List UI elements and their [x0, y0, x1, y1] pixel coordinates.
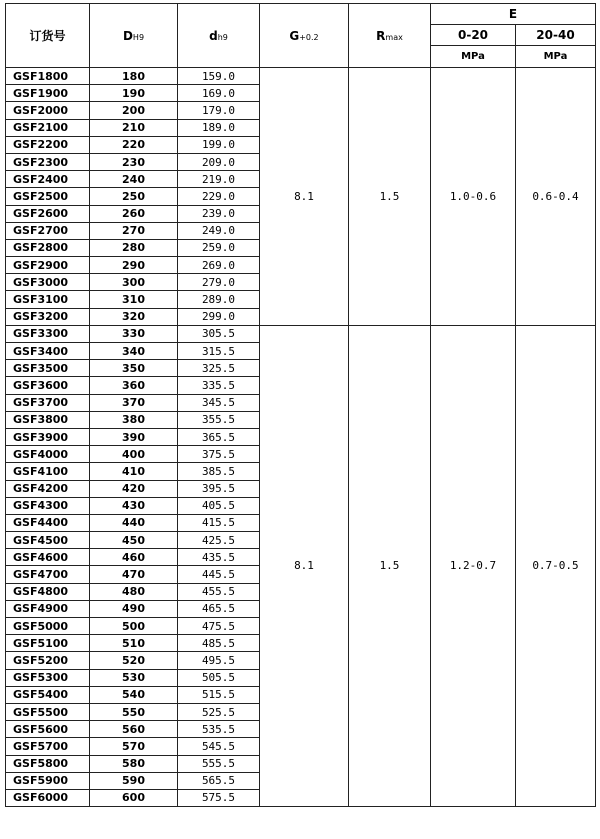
- order-number-cell: GSF5700: [6, 738, 90, 755]
- order-number-cell: GSF1900: [6, 85, 90, 102]
- inner-diameter-cell: 535.5: [178, 721, 260, 738]
- radius-header: Rmax: [349, 4, 431, 68]
- inner-diameter-cell: 189.0: [178, 119, 260, 136]
- inner-diameter-cell: 525.5: [178, 703, 260, 720]
- order-number-header: 订货号: [6, 4, 90, 68]
- outer-diameter-cell: 240: [90, 171, 178, 188]
- order-number-cell: GSF3100: [6, 291, 90, 308]
- order-number-cell: GSF4000: [6, 446, 90, 463]
- inner-diameter-cell: 259.0: [178, 239, 260, 256]
- order-number-cell: GSF5900: [6, 772, 90, 789]
- inner-diameter-cell: 289.0: [178, 291, 260, 308]
- inner-diameter-cell: 159.0: [178, 68, 260, 85]
- outer-diameter-cell: 320: [90, 308, 178, 325]
- order-number-cell: GSF5200: [6, 652, 90, 669]
- outer-diameter-cell: 470: [90, 566, 178, 583]
- outer-diameter-cell: 540: [90, 686, 178, 703]
- outer-diameter-cell: 560: [90, 721, 178, 738]
- e-low-cell: 1.2-0.7: [431, 325, 516, 806]
- outer-diameter-cell: 360: [90, 377, 178, 394]
- inner-diameter-cell: 565.5: [178, 772, 260, 789]
- outer-diameter-cell: 460: [90, 549, 178, 566]
- order-number-cell: GSF5600: [6, 721, 90, 738]
- inner-diameter-cell: 209.0: [178, 153, 260, 170]
- outer-diameter-cell: 390: [90, 428, 178, 445]
- order-number-cell: GSF1800: [6, 68, 90, 85]
- order-number-cell: GSF5000: [6, 618, 90, 635]
- inner-diameter-cell: 249.0: [178, 222, 260, 239]
- order-number-cell: GSF2000: [6, 102, 90, 119]
- inner-diameter-cell: 545.5: [178, 738, 260, 755]
- e-unit-high-header: MPa: [516, 46, 596, 68]
- order-number-cell: GSF4400: [6, 514, 90, 531]
- outer-diameter-cell: 310: [90, 291, 178, 308]
- inner-diameter-cell: 505.5: [178, 669, 260, 686]
- outer-diameter-cell: 200: [90, 102, 178, 119]
- outer-diameter-cell: 490: [90, 600, 178, 617]
- radius-cell: 1.5: [349, 325, 431, 806]
- order-number-cell: GSF3300: [6, 325, 90, 342]
- order-number-cell: GSF2700: [6, 222, 90, 239]
- order-number-cell: GSF3600: [6, 377, 90, 394]
- order-number-cell: GSF2300: [6, 153, 90, 170]
- order-number-cell: GSF2500: [6, 188, 90, 205]
- inner-diameter-cell: 269.0: [178, 257, 260, 274]
- groove-width-header: G+0.2: [260, 4, 349, 68]
- inner-diameter-cell: 315.5: [178, 343, 260, 360]
- outer-diameter-cell: 450: [90, 532, 178, 549]
- order-number-cell: GSF3800: [6, 411, 90, 428]
- outer-diameter-cell: 220: [90, 136, 178, 153]
- inner-diameter-cell: 455.5: [178, 583, 260, 600]
- order-number-cell: GSF3900: [6, 428, 90, 445]
- outer-diameter-cell: 580: [90, 755, 178, 772]
- outer-diameter-cell: 340: [90, 343, 178, 360]
- outer-diameter-cell: 270: [90, 222, 178, 239]
- order-number-cell: GSF3400: [6, 343, 90, 360]
- outer-diameter-cell: 350: [90, 360, 178, 377]
- outer-diameter-cell: 400: [90, 446, 178, 463]
- table-body: [6, 68, 596, 807]
- inner-diameter-header: dh9: [178, 4, 260, 68]
- inner-diameter-cell: 335.5: [178, 377, 260, 394]
- order-number-cell: GSF5800: [6, 755, 90, 772]
- outer-diameter-cell: 430: [90, 497, 178, 514]
- outer-diameter-cell: 380: [90, 411, 178, 428]
- e-group-header: E: [431, 4, 596, 25]
- inner-diameter-cell: 575.5: [178, 789, 260, 806]
- inner-diameter-cell: 229.0: [178, 188, 260, 205]
- outer-diameter-cell: 330: [90, 325, 178, 342]
- outer-diameter-cell: 480: [90, 583, 178, 600]
- outer-diameter-cell: 590: [90, 772, 178, 789]
- outer-diameter-cell: 600: [90, 789, 178, 806]
- groove-width-cell: 8.1: [260, 325, 349, 806]
- inner-diameter-cell: 395.5: [178, 480, 260, 497]
- order-number-cell: GSF2400: [6, 171, 90, 188]
- e-unit-low-header: MPa: [431, 46, 516, 68]
- inner-diameter-cell: 299.0: [178, 308, 260, 325]
- outer-diameter-cell: 230: [90, 153, 178, 170]
- inner-diameter-cell: 305.5: [178, 325, 260, 342]
- order-number-cell: GSF3700: [6, 394, 90, 411]
- order-number-cell: GSF4100: [6, 463, 90, 480]
- header-row-top: [6, 4, 596, 25]
- outer-diameter-cell: 520: [90, 652, 178, 669]
- inner-diameter-cell: 199.0: [178, 136, 260, 153]
- inner-diameter-cell: 495.5: [178, 652, 260, 669]
- spec-table: [5, 3, 596, 807]
- order-number-cell: GSF2600: [6, 205, 90, 222]
- inner-diameter-cell: 219.0: [178, 171, 260, 188]
- order-number-cell: GSF2800: [6, 239, 90, 256]
- e-high-cell: 0.6-0.4: [516, 68, 596, 326]
- outer-diameter-cell: 190: [90, 85, 178, 102]
- inner-diameter-cell: 555.5: [178, 755, 260, 772]
- inner-diameter-cell: 405.5: [178, 497, 260, 514]
- outer-diameter-cell: 180: [90, 68, 178, 85]
- groove-width-cell: 8.1: [260, 68, 349, 326]
- e-low-cell: 1.0-0.6: [431, 68, 516, 326]
- order-number-cell: GSF4500: [6, 532, 90, 549]
- inner-diameter-cell: 179.0: [178, 102, 260, 119]
- e-high-cell: 0.7-0.5: [516, 325, 596, 806]
- outer-diameter-cell: 420: [90, 480, 178, 497]
- order-number-cell: GSF4900: [6, 600, 90, 617]
- order-number-cell: GSF4200: [6, 480, 90, 497]
- e-range-low-header: 0-20: [431, 25, 516, 46]
- order-number-cell: GSF5500: [6, 703, 90, 720]
- outer-diameter-cell: 250: [90, 188, 178, 205]
- order-number-cell: GSF4800: [6, 583, 90, 600]
- order-number-cell: GSF3200: [6, 308, 90, 325]
- order-number-cell: GSF2200: [6, 136, 90, 153]
- order-number-cell: GSF5400: [6, 686, 90, 703]
- inner-diameter-cell: 425.5: [178, 532, 260, 549]
- inner-diameter-cell: 475.5: [178, 618, 260, 635]
- outer-diameter-cell: 570: [90, 738, 178, 755]
- order-number-cell: GSF5300: [6, 669, 90, 686]
- order-number-cell: GSF4600: [6, 549, 90, 566]
- inner-diameter-cell: 239.0: [178, 205, 260, 222]
- order-number-cell: GSF3500: [6, 360, 90, 377]
- inner-diameter-cell: 515.5: [178, 686, 260, 703]
- outer-diameter-cell: 260: [90, 205, 178, 222]
- order-number-cell: GSF3000: [6, 274, 90, 291]
- inner-diameter-cell: 169.0: [178, 85, 260, 102]
- inner-diameter-cell: 365.5: [178, 428, 260, 445]
- inner-diameter-cell: 355.5: [178, 411, 260, 428]
- e-range-high-header: 20-40: [516, 25, 596, 46]
- outer-diameter-cell: 410: [90, 463, 178, 480]
- outer-diameter-cell: 210: [90, 119, 178, 136]
- outer-diameter-cell: 280: [90, 239, 178, 256]
- outer-diameter-cell: 370: [90, 394, 178, 411]
- inner-diameter-cell: 485.5: [178, 635, 260, 652]
- outer-diameter-cell: 530: [90, 669, 178, 686]
- order-number-cell: GSF4300: [6, 497, 90, 514]
- order-number-cell: GSF2900: [6, 257, 90, 274]
- order-number-cell: GSF6000: [6, 789, 90, 806]
- order-number-cell: GSF4700: [6, 566, 90, 583]
- table-row: [6, 325, 596, 342]
- inner-diameter-cell: 435.5: [178, 549, 260, 566]
- outer-diameter-cell: 510: [90, 635, 178, 652]
- order-number-cell: GSF2100: [6, 119, 90, 136]
- order-number-cell: GSF5100: [6, 635, 90, 652]
- outer-diameter-header: DH9: [90, 4, 178, 68]
- inner-diameter-cell: 385.5: [178, 463, 260, 480]
- table-row: [6, 68, 596, 85]
- inner-diameter-cell: 465.5: [178, 600, 260, 617]
- outer-diameter-cell: 290: [90, 257, 178, 274]
- outer-diameter-cell: 500: [90, 618, 178, 635]
- inner-diameter-cell: 345.5: [178, 394, 260, 411]
- inner-diameter-cell: 325.5: [178, 360, 260, 377]
- inner-diameter-cell: 445.5: [178, 566, 260, 583]
- inner-diameter-cell: 415.5: [178, 514, 260, 531]
- radius-cell: 1.5: [349, 68, 431, 326]
- outer-diameter-cell: 300: [90, 274, 178, 291]
- outer-diameter-cell: 440: [90, 514, 178, 531]
- inner-diameter-cell: 279.0: [178, 274, 260, 291]
- outer-diameter-cell: 550: [90, 703, 178, 720]
- inner-diameter-cell: 375.5: [178, 446, 260, 463]
